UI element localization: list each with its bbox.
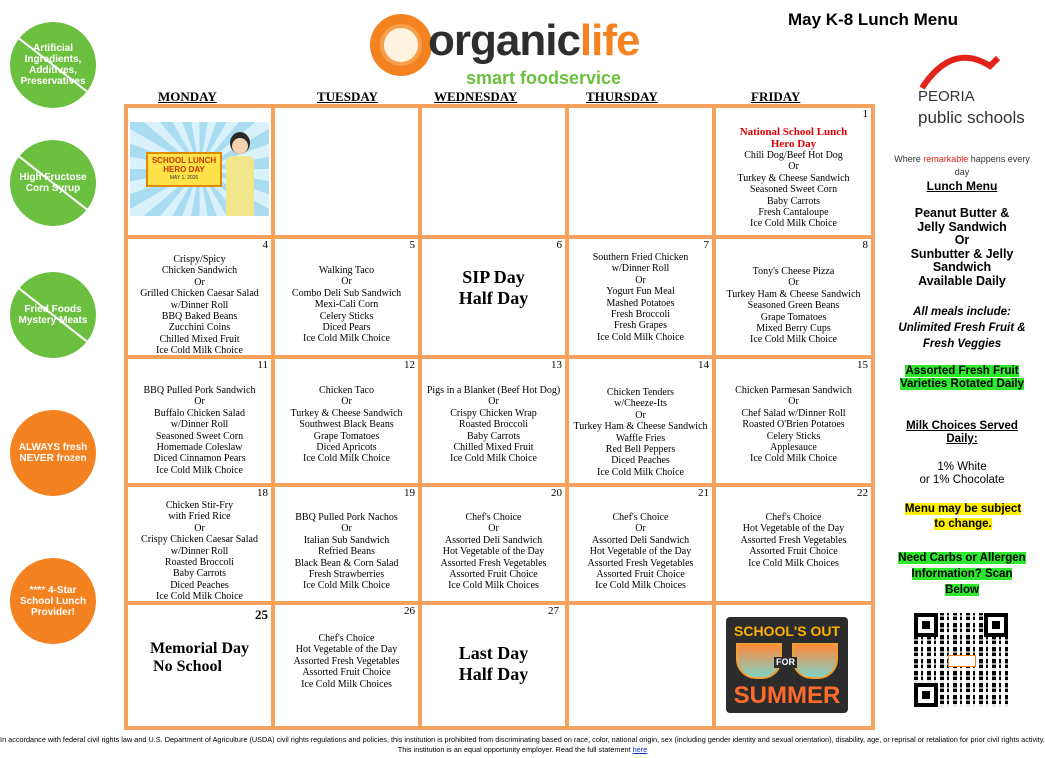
menu-item: Assorted Fresh Vegetables — [587, 557, 694, 569]
cell-may-13 — [422, 359, 565, 483]
cell-may-21 — [569, 487, 712, 601]
carbs-allergen-text: Need Carbs or Allergen Information? Scan Below — [898, 552, 1026, 596]
footer-link[interactable]: here — [632, 745, 648, 754]
menu-item: Chicken Tenders w/Cheeze-Its — [606, 387, 675, 410]
menu-item: Homemade Coleslaw — [156, 442, 243, 454]
date-number: 5 — [409, 239, 415, 251]
cell-may-1-mon — [128, 108, 271, 235]
menu-item: Buffalo Chicken Salad w/Dinner Roll — [154, 407, 245, 431]
menu-item: Fresh Cantaloupe — [758, 207, 829, 219]
menu-item: Turkey & Cheese Sandwich — [737, 172, 850, 184]
menu-item: Diced Apricots — [316, 442, 377, 454]
cell-may-18 — [128, 487, 271, 601]
qr-code[interactable] — [914, 613, 1008, 707]
half-day-label: Half Day — [458, 664, 529, 684]
cell-may-22 — [716, 487, 871, 601]
menu-item: Seasoned Green Beans — [747, 300, 840, 312]
menu-item: Ice Cold Milk Choice — [750, 218, 837, 230]
menu-item: Roasted Broccoli — [458, 419, 529, 431]
brand-name — [428, 16, 640, 66]
menu-item: Chilled Mixed Fruit — [159, 333, 240, 345]
date-number: 27 — [548, 605, 559, 617]
date-number: 7 — [703, 239, 709, 251]
menu-item: Or — [194, 522, 205, 534]
cell-may-26 — [275, 605, 418, 726]
date-number: 26 — [404, 605, 415, 617]
date-number: 8 — [862, 239, 868, 251]
menu-item: Ice Cold Milk Choice — [597, 331, 684, 343]
assorted-fruit-text: Assorted Fresh Fruit Varieties Rotated Daily — [900, 365, 1024, 390]
tagline-highlight: remarkable — [923, 154, 969, 164]
menu-item: Assorted Fresh Vegetables — [440, 557, 547, 569]
menu-item: Hot Vegetable of the Day — [589, 546, 692, 558]
last-day-label: Last Day — [458, 643, 529, 663]
menu-item: Combo Deli Sub Sandwich — [291, 287, 402, 299]
schools-out-for: FOR — [776, 657, 795, 667]
menu-item: Ice Cold Milk Choice — [303, 580, 390, 592]
date-number: 11 — [257, 359, 268, 371]
menu-item: Or — [341, 396, 352, 408]
menu-item: Baby Carrots — [172, 568, 227, 580]
menu-item: Hot Vegetable of the Day — [442, 546, 545, 558]
menu-item: Roasted Broccoli — [164, 557, 235, 569]
menu-item: Assorted Deli Sandwich — [444, 534, 543, 546]
cell-empty-tue — [275, 108, 418, 235]
menu-item: Ice Cold Milk Choice — [156, 345, 243, 357]
organiclife-logo — [370, 12, 660, 92]
menu-item: Assorted Fruit Choice — [302, 667, 391, 679]
schools-out-image — [726, 617, 848, 713]
milk-chocolate: or 1% Chocolate — [919, 474, 1005, 486]
menu-item: BBQ Pulled Pork Sandwich — [143, 385, 256, 396]
menu-item: Chef's Choice — [612, 512, 669, 523]
milk-white: 1% White — [937, 461, 987, 473]
cell-empty-wed — [422, 108, 565, 235]
date-number: 25 — [255, 607, 268, 622]
peoria-name: PEORIA — [918, 88, 975, 105]
page-title: May K-8 Lunch Menu — [788, 10, 959, 29]
menu-item: BBQ Baked Beans — [161, 311, 238, 323]
cell-may-25 — [128, 605, 271, 726]
cell-may-20 — [422, 487, 565, 601]
menu-item: Assorted Fruit Choice — [449, 569, 538, 581]
menu-item: Baby Carrots — [466, 430, 521, 442]
menu-item: Or — [488, 523, 499, 535]
menu-item: Ice Cold Milk Choices — [448, 580, 539, 592]
menu-item: Ice Cold Milk Choices — [748, 557, 839, 569]
menu-item: Crispy Chicken Wrap — [450, 407, 537, 419]
header-thursday: THURSDAY — [586, 89, 658, 104]
pbj-line: Jelly Sandwich — [917, 219, 1007, 234]
qr-center-logo — [948, 655, 976, 667]
badge-text: Fried Foods Mystery Meats — [18, 304, 88, 326]
menu-item: Southwest Black Beans — [299, 419, 394, 431]
sip-day-label: SIP Day — [462, 267, 525, 287]
menu-item: Mexi-Cali Corn — [314, 299, 379, 311]
menu-item: Or — [194, 276, 205, 288]
date-number: 6 — [556, 239, 562, 251]
date-number: 4 — [262, 239, 268, 251]
menu-item: Seasoned Sweet Corn — [155, 430, 244, 442]
menu-item: Southern Fried Chicken w/Dinner Roll — [592, 252, 689, 275]
menu-item: Black Bean & Corn Salad — [294, 557, 399, 569]
menu-item: BBQ Pulled Pork Nachos — [295, 512, 398, 523]
no-school-label: No School — [153, 658, 222, 675]
menu-item: Zucchini Coins — [168, 322, 231, 334]
cell-may-11 — [128, 359, 271, 483]
menu-item: Grilled Chicken Caesar Salad w/Dinner Roll — [140, 288, 259, 311]
header-friday: FRIDAY — [751, 89, 801, 104]
cell-empty-thu — [569, 108, 712, 235]
menu-item: Chili Dog/Beef Hot Dog — [744, 150, 843, 161]
pbj-line: Available Daily — [918, 273, 1006, 288]
menu-item: Chef's Choice — [465, 512, 522, 523]
cell-may-5 — [275, 239, 418, 355]
menu-item: Chilled Mixed Fruit — [453, 442, 534, 454]
menu-item: Fresh Grapes — [613, 320, 668, 332]
header-wednesday: WEDNESDAY — [434, 89, 518, 104]
menu-change-text: Menu may be subject to change. — [904, 503, 1022, 530]
hero-day-headline: National School Lunch Hero Day — [739, 126, 848, 150]
menu-item: Chicken Stir-Fry with Fried Rice — [165, 500, 234, 523]
no-artificial-badge — [10, 22, 96, 108]
menu-item: Assorted Fresh Vegetables — [293, 655, 400, 667]
menu-item: Tony's Cheese Pizza — [752, 266, 835, 277]
fresh-badge — [10, 410, 96, 496]
menu-item: Fresh Strawberries — [308, 569, 385, 581]
cell-may-8 — [716, 239, 871, 355]
menu-item: Seasoned Sweet Corn — [749, 184, 838, 196]
menu-item: Or — [635, 523, 646, 535]
cell-may-7 — [569, 239, 712, 355]
schools-out-title: SCHOOL'S OUT — [734, 623, 840, 639]
date-number: 22 — [857, 487, 868, 499]
four-star-badge — [10, 558, 96, 644]
milk-heading: Milk Choices Served Daily: — [906, 420, 1018, 445]
menu-item: Crispy Chicken Caesar Salad w/Dinner Roll — [141, 534, 258, 557]
lunch-menu-heading: Lunch Menu — [926, 179, 998, 193]
menu-item: Grape Tomatoes — [313, 430, 380, 442]
header-monday: MONDAY — [158, 89, 217, 104]
menu-item: Or — [488, 396, 499, 408]
pbj-line: Peanut Butter & — [914, 206, 1010, 220]
menu-item: Diced Peaches — [611, 455, 670, 467]
menu-change-note — [899, 502, 1027, 532]
banner-line1: SCHOOL LUNCH — [151, 156, 217, 165]
menu-item: Celery Sticks — [319, 310, 374, 322]
menu-item: Or — [635, 274, 646, 286]
date-number: 14 — [698, 359, 709, 371]
tagline-part: happens every day — [954, 154, 1030, 177]
date-number: 15 — [857, 359, 868, 371]
cell-may-12 — [275, 359, 418, 483]
menu-item: Turkey Ham & Cheese Sandwich — [573, 421, 708, 433]
menu-item: Chef's Choice — [318, 633, 375, 644]
menu-item: Chef's Choice — [765, 512, 822, 523]
menu-item: Diced Pears — [322, 322, 371, 334]
banner-line3: MAY 1, 2026 — [169, 175, 199, 181]
menu-item: Turkey Ham & Cheese Sandwich — [726, 288, 861, 300]
peoria-subname: public schools — [918, 108, 1025, 127]
peoria-logo — [912, 48, 1025, 144]
date-number: 21 — [698, 487, 709, 499]
lunch-hero-figure — [222, 132, 258, 216]
menu-item: Hot Vegetable of the Day — [742, 523, 845, 535]
menu-item: Or — [635, 409, 646, 421]
footer-text: In accordance with federal civil rights law and U.S. Department of Agriculture (USDA) civil rights regulations and policies, this institution is prohibited from discriminating based on race, color, national origin, sex (including gender identity and sexual orientation), disability, age, or reprisal or retaliation for prior civil rights activity. This institution is an equal opportunity employer. Read the full statement — [0, 735, 1045, 754]
badge-text: Artificial Ingredients, Additives, Preservatives — [20, 43, 86, 87]
menu-item: Or — [788, 277, 799, 289]
cell-may-15 — [716, 359, 871, 483]
date-number: 18 — [257, 487, 268, 499]
brand-part-b: life — [579, 16, 640, 65]
menu-item: Or — [788, 161, 799, 173]
menu-item: Or — [341, 523, 352, 535]
brand-tagline: smart foodservice — [466, 68, 622, 88]
menu-item: Ice Cold Milk Choice — [597, 466, 684, 478]
menu-item: Applesauce — [770, 442, 817, 454]
pbj-block — [893, 207, 1031, 289]
cell-may-6 — [422, 239, 565, 355]
brand-part-a: organic — [428, 16, 580, 65]
cell-may-4 — [128, 239, 271, 355]
date-number: 13 — [551, 359, 562, 371]
cell-may-19 — [275, 487, 418, 601]
nondiscrimination-statement — [0, 735, 1045, 755]
cell-empty-thu-28 — [569, 605, 712, 726]
menu-item: Red Bell Peppers — [605, 444, 676, 456]
date-number: 20 — [551, 487, 562, 499]
menu-item: Mashed Potatoes — [606, 297, 675, 309]
menu-item: Ice Cold Milk Choice — [750, 453, 837, 465]
banner-line2: HERO DAY — [163, 165, 205, 174]
orange-icon — [370, 14, 432, 76]
pbj-line: Sunbutter & Jelly — [910, 246, 1014, 261]
menu-item: Ice Cold Milk Choice — [156, 591, 243, 603]
menu-item: Ice Cold Milk Choices — [595, 580, 686, 592]
menu-item: Assorted Deli Sandwich — [591, 534, 690, 546]
menu-item: Chicken Parmesan Sandwich — [735, 385, 852, 396]
peoria-tagline — [888, 153, 1036, 179]
menu-item: Ice Cold Milk Choice — [156, 464, 243, 476]
no-hfcs-badge — [10, 140, 96, 226]
menu-item: Or — [341, 276, 352, 288]
menu-item: Chicken Taco — [319, 385, 374, 396]
date-number: 1 — [862, 108, 868, 120]
badge-text: High Fructose Corn Syrup — [19, 172, 87, 194]
cell-may-14 — [569, 359, 712, 483]
schools-out-summer: SUMMER — [733, 682, 841, 709]
badge-text: **** 4-Star School Lunch Provider! — [19, 584, 87, 618]
memorial-day-label: Memorial Day — [149, 640, 250, 657]
cell-may-27 — [422, 605, 565, 726]
menu-item: Turkey & Cheese Sandwich — [290, 407, 403, 419]
menu-item: Ice Cold Milk Choice — [303, 453, 390, 465]
menu-item: Waffle Fries — [615, 432, 666, 444]
date-number: 12 — [404, 359, 415, 371]
menu-item: Chef Salad w/Dinner Roll — [741, 407, 846, 419]
menu-item: Ice Cold Milk Choice — [303, 333, 390, 345]
menu-item: Refried Beans — [318, 546, 375, 558]
menu-item: Assorted Fruit Choice — [749, 546, 838, 558]
cell-may-1 — [716, 108, 871, 235]
assorted-fruit-note — [897, 365, 1027, 391]
menu-item: Ice Cold Milk Choice — [750, 334, 837, 346]
menu-item: Baby Carrots — [766, 195, 821, 207]
peoria-swoosh-icon — [912, 48, 1012, 90]
menu-item: Diced Cinnamon Pears — [153, 453, 246, 465]
date-number: 19 — [404, 487, 415, 499]
menu-item: Assorted Fruit Choice — [596, 569, 685, 581]
menu-item: Ice Cold Milk Choices — [301, 678, 392, 690]
carbs-allergen-note — [897, 550, 1027, 598]
menu-item: Assorted Fresh Vegetables — [740, 534, 847, 546]
menu-item: Yogurt Fun Meal — [606, 286, 675, 298]
header-tuesday: TUESDAY — [317, 89, 378, 104]
menu-item: Pigs in a Blanket (Beef Hot Dog) — [426, 385, 561, 396]
calendar-grid — [124, 104, 875, 730]
menu-item: Fresh Broccoli — [610, 309, 671, 321]
menu-item: Roasted O'Brien Potatoes — [742, 419, 845, 431]
all-meals-note: All meals include: Unlimited Fresh Fruit & Fresh Veggies — [898, 306, 1026, 350]
menu-item: Grape Tomatoes — [760, 311, 827, 323]
pbj-line: Or — [954, 233, 970, 248]
tagline-part: Where — [894, 154, 924, 164]
pbj-line: Sandwich — [932, 260, 992, 275]
menu-item: Hot Vegetable of the Day — [295, 644, 398, 656]
menu-item: Ice Cold Milk Choice — [450, 453, 537, 465]
menu-item: Or — [788, 396, 799, 408]
menu-item: Or — [194, 396, 205, 408]
menu-item: Crispy/Spicy Chicken Sandwich — [161, 254, 238, 277]
hero-day-image — [130, 122, 269, 216]
menu-item: Walking Taco — [318, 265, 375, 276]
half-day-label: Half Day — [458, 288, 529, 308]
no-fried-badge — [10, 272, 96, 358]
menu-item: Celery Sticks — [766, 430, 821, 442]
menu-item: Mixed Berry Cups — [756, 323, 831, 335]
menu-item: Italian Sub Sandwich — [303, 534, 390, 546]
menu-item: Diced Peaches — [170, 579, 229, 591]
hero-day-banner — [146, 152, 222, 187]
badge-text: ALWAYS fresh NEVER frozen — [18, 442, 88, 464]
cell-schools-out — [716, 605, 871, 726]
